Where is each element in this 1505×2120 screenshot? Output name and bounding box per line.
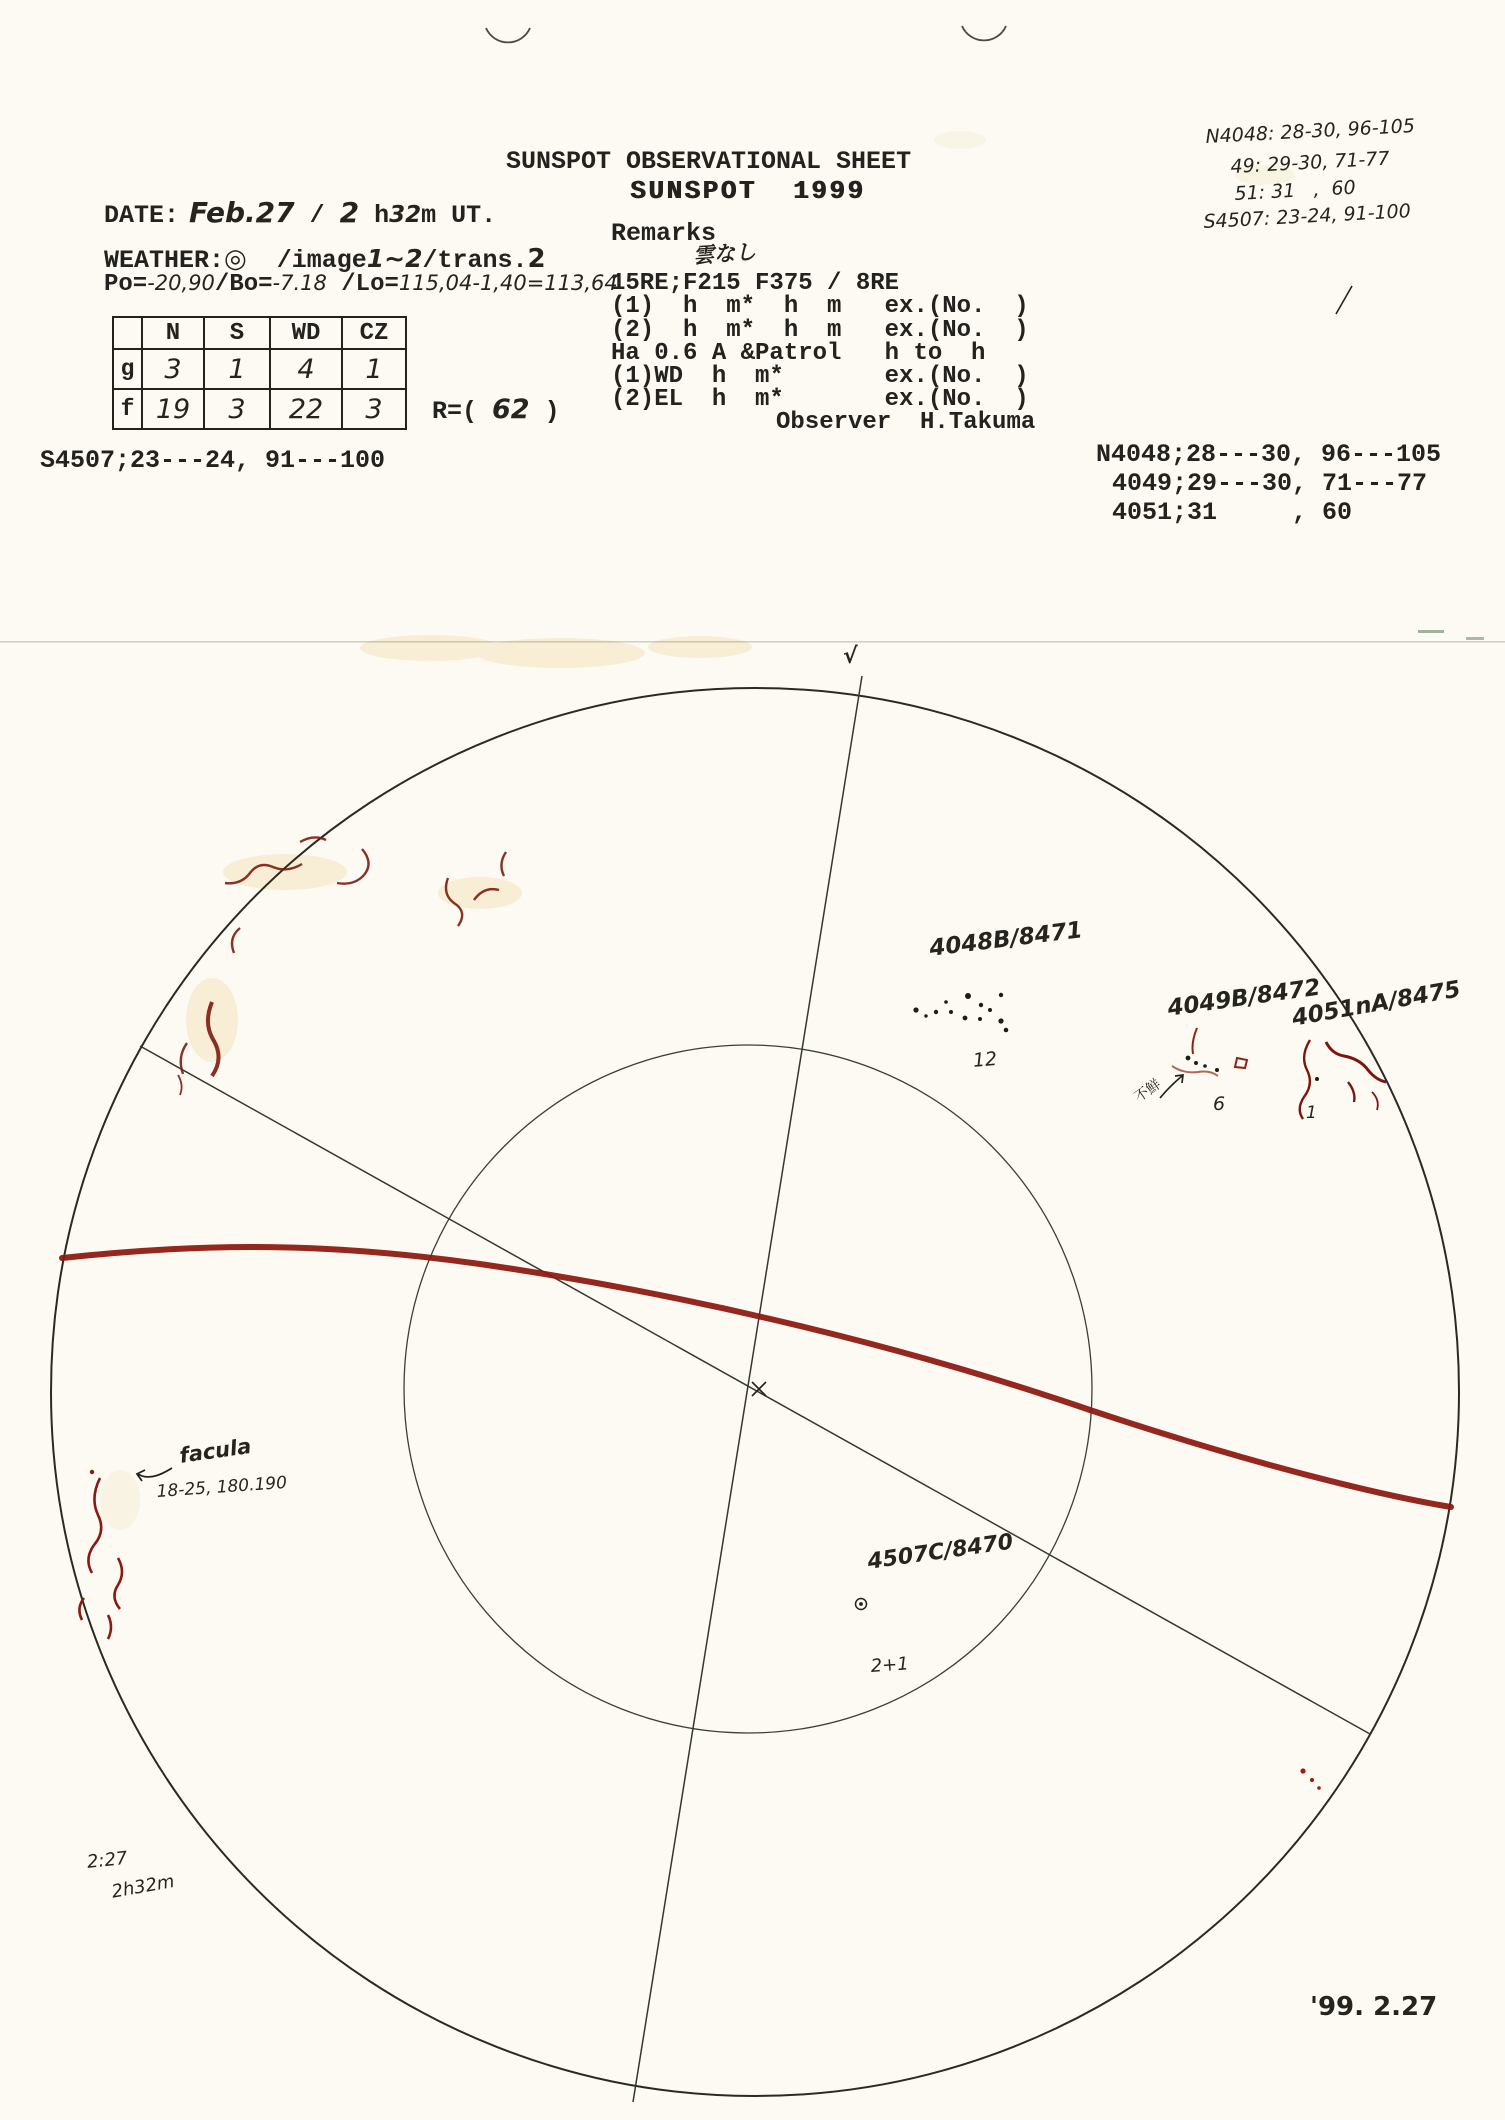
col-header-s: S <box>204 317 270 349</box>
facula-coords: 18-25, 180.190 <box>156 1472 288 1502</box>
time-hour-handwritten: 2 <box>339 196 360 229</box>
date-value-handwritten: Feb.27 <box>189 196 295 229</box>
date-stamp: '99. 2.27 <box>1310 1992 1438 2022</box>
handwritten-note-n4048: N4048: 28-30, 96-105 <box>1205 115 1416 148</box>
group-count-4051: 1 <box>1306 1103 1317 1123</box>
bo-value-handwritten: -7.18 <box>272 271 327 295</box>
g-cz-value: 1 <box>342 349 406 389</box>
scan-artifact-line <box>0 630 1505 643</box>
annotation-arrow-4049 <box>1160 1075 1183 1098</box>
group-label-4051: 4051nA/8475 <box>1290 976 1463 1032</box>
red-ecliptic-line <box>62 1247 1451 1507</box>
counts-header-row <box>113 317 406 349</box>
sunspot-group-4507-mark <box>856 1599 867 1610</box>
group-count-4049: 6 <box>1213 1093 1226 1115</box>
axis-checkmark: √ <box>843 644 858 669</box>
minute-unit: m UT. <box>421 201 497 230</box>
typed-group-line-4049: 4049;29---30, 71---77 <box>1112 469 1428 498</box>
pen-slash-artifact <box>1336 286 1352 314</box>
remarks-line-2: (2) h m* h m ex.(No. ) <box>611 316 1029 344</box>
group-note-4049: 不鮮 <box>1131 1076 1164 1106</box>
f-n-value: 19 <box>142 389 204 429</box>
facula-arrow <box>137 1468 172 1481</box>
col-header-cz: CZ <box>342 317 406 349</box>
f-s-value: 3 <box>204 389 270 429</box>
sunspot-group-4049-marks <box>1172 1028 1247 1076</box>
relative-number-line <box>432 394 560 426</box>
group-label-4507: 4507C/8470 <box>866 1529 1015 1575</box>
time-minute-handwritten: 32 <box>389 202 422 228</box>
counts-row-spots <box>113 389 406 429</box>
weather-image-part: /image <box>246 246 367 275</box>
f-wd-value: 22 <box>270 389 342 429</box>
ephemeris-line <box>104 271 618 298</box>
group-label-4048: 4048B/8471 <box>928 917 1084 962</box>
weather-label: WEATHER: <box>104 246 225 275</box>
sheet-title: SUNSPOT OBSERVATIONAL SHEET <box>506 147 912 176</box>
weather-trans-part: /trans. <box>422 246 528 275</box>
g-wd-value: 4 <box>270 349 342 389</box>
typed-group-line-s4507: S4507;23---24, 91---100 <box>40 446 386 475</box>
remarks-line-el: (2)EL h m* ex.(No. ) <box>611 386 1029 414</box>
lo-value-handwritten: 115,04-1,40=113,64 <box>398 271 618 295</box>
handwritten-note-4051: 51: 31 , 60 <box>1234 176 1357 205</box>
row-label-g: g <box>113 349 142 389</box>
typed-group-lines-right <box>1096 440 1441 527</box>
po-label: Po= <box>104 271 148 298</box>
sunspot-counts-table <box>112 316 407 430</box>
corner-note-date: 2:27 <box>86 1847 129 1873</box>
r-value-handwritten: 62 <box>492 394 530 425</box>
sunspot-group-4048-dots <box>913 993 1008 1032</box>
g-n-value: 3 <box>142 349 204 389</box>
corner-note-time: 2h32m <box>110 1871 176 1903</box>
g-s-value: 1 <box>204 349 270 389</box>
group-count-4048: 12 <box>972 1047 999 1072</box>
handwritten-note-4049: 49: 29-30, 71-77 <box>1230 147 1391 178</box>
lo-label: /Lo= <box>326 271 399 298</box>
remarks-lines <box>611 272 1029 412</box>
col-header-n: N <box>142 317 204 349</box>
handwritten-note-s4507: S4507: 23-24, 91-100 <box>1203 200 1412 233</box>
date-line <box>104 196 496 230</box>
hour-unit: h <box>359 201 390 230</box>
counts-row-groups <box>113 349 406 389</box>
sheet-subtitle: SUNSPOT 1999 <box>630 176 866 206</box>
remarks-line-ha: Ha 0.6 A &Patrol h to h <box>611 339 986 367</box>
date-separator: / <box>294 201 340 230</box>
facula-label: facula <box>178 1433 253 1468</box>
typed-group-line-4051: 4051;31 , 60 <box>1112 498 1353 527</box>
observer-line: Observer H.Takuma <box>776 409 1036 436</box>
equator-grid-line <box>140 1046 1370 1734</box>
date-label: DATE: <box>104 201 180 230</box>
po-value-handwritten: -20,90 <box>147 271 215 295</box>
r-prefix: R=( <box>432 397 493 426</box>
remarks-line-1: (1) h m* h m ex.(No. ) <box>611 293 1029 321</box>
r-suffix: ) <box>529 397 560 426</box>
weather-trans-value-handwritten: 2 <box>527 244 546 274</box>
typed-group-line-n4048: N4048;28---30, 96---105 <box>1096 440 1442 469</box>
row-label-f: f <box>113 389 142 429</box>
group-label-4049: 4049B/8472 <box>1166 974 1323 1022</box>
bo-label: /Bo= <box>214 271 273 298</box>
remarks-handwritten-note: 雲なし <box>692 239 757 268</box>
col-header-wd: WD <box>270 317 342 349</box>
remarks-label: Remarks <box>611 219 717 248</box>
remarks-line-filters: 15RE;F215 F375 / 8RE <box>611 270 900 297</box>
remarks-line-wd: (1)WD h m* ex.(No. ) <box>611 363 1029 391</box>
limb-red-spots <box>1300 1768 1320 1789</box>
weather-image-range-handwritten: 1~2 <box>366 244 423 273</box>
rotation-axis-line <box>633 676 862 2102</box>
group-count-4507: 2+1 <box>870 1653 910 1677</box>
f-cz-value: 3 <box>342 389 406 429</box>
weather-symbol-clear-icon: ◎ <box>224 244 247 274</box>
punch-hole-arcs <box>486 26 1006 42</box>
